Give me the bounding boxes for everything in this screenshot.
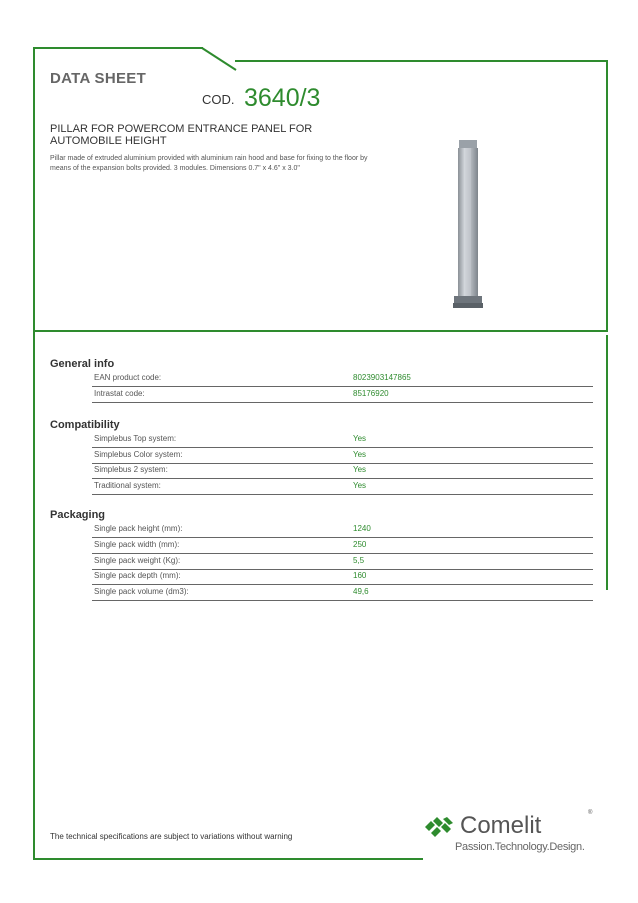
code-label: COD.: [202, 92, 235, 107]
section-title-compatibility: Compatibility: [50, 419, 120, 431]
row-label: Simplebus Top system:: [94, 434, 177, 443]
row-value: Yes: [353, 450, 367, 459]
table-row: [92, 556, 593, 570]
registered-mark: ®: [588, 810, 593, 816]
row-value: 85176920: [353, 389, 389, 398]
row-value: 49,6: [353, 587, 369, 596]
section-title-packaging: Packaging: [50, 509, 106, 521]
row-value: 1240: [353, 524, 371, 533]
frame-mid: [33, 330, 608, 332]
table-row: [92, 524, 593, 538]
row-label: Single pack volume (dm3):: [94, 587, 189, 596]
document-type-title: DATA SHEET: [50, 70, 147, 87]
row-label: Single pack depth (mm):: [94, 571, 181, 580]
row-label: Intrastat code:: [94, 389, 145, 398]
row-value: 8023903147865: [353, 373, 411, 382]
frame-left: [33, 47, 35, 860]
row-value: Yes: [353, 434, 367, 443]
product-title: PILLAR FOR POWERCOM ENTRANCE PANEL FOR AUTOMOBILE HEIGHT: [50, 123, 313, 147]
row-label: Single pack weight (Kg):: [94, 556, 181, 565]
brand-name: Comelit: [460, 812, 542, 839]
brand-tagline: Passion.Technology.Design.: [455, 841, 585, 853]
code-value: 3640/3: [244, 84, 321, 112]
brand-logo: [425, 812, 605, 858]
table-row: [92, 389, 593, 403]
section-title-general-info: General info: [50, 358, 115, 370]
footer-disclaimer: The technical specifications are subject to variations without warning: [50, 832, 293, 841]
frame-bottom-left: [33, 858, 423, 860]
product-description: Pillar made of extruded aluminium provided with aluminium rain hood and base for fixing to the floor by means of the expansion bolts provided. 3 modules. Dimensions 0.7" x 4.6" x 3.0": [50, 155, 368, 172]
row-value: 160: [353, 571, 367, 580]
row-value: Yes: [353, 481, 367, 490]
table-row: [92, 571, 593, 585]
row-label: Single pack width (mm):: [94, 540, 180, 549]
table-row: [92, 450, 593, 464]
row-label: Simplebus 2 system:: [94, 465, 168, 474]
row-label: EAN product code:: [94, 373, 162, 382]
frame-top-right: [235, 60, 608, 62]
frame-right-lower: [606, 335, 608, 590]
row-value: Yes: [353, 465, 367, 474]
row-value: 250: [353, 540, 367, 549]
row-value: 5,5: [353, 556, 365, 565]
frame-right: [606, 60, 608, 320]
table-row: [92, 587, 593, 601]
pillar-product-image: [453, 140, 483, 310]
row-label: Simplebus Color system:: [94, 450, 183, 459]
table-row: [92, 373, 593, 387]
frame-right-upper-join: [606, 318, 608, 332]
row-label: Single pack height (mm):: [94, 524, 183, 533]
row-label: Traditional system:: [94, 481, 161, 490]
table-row: [92, 481, 593, 495]
table-row: [92, 434, 593, 448]
comelit-mark-icon: [425, 817, 457, 837]
table-row: [92, 465, 593, 479]
table-row: [92, 540, 593, 554]
